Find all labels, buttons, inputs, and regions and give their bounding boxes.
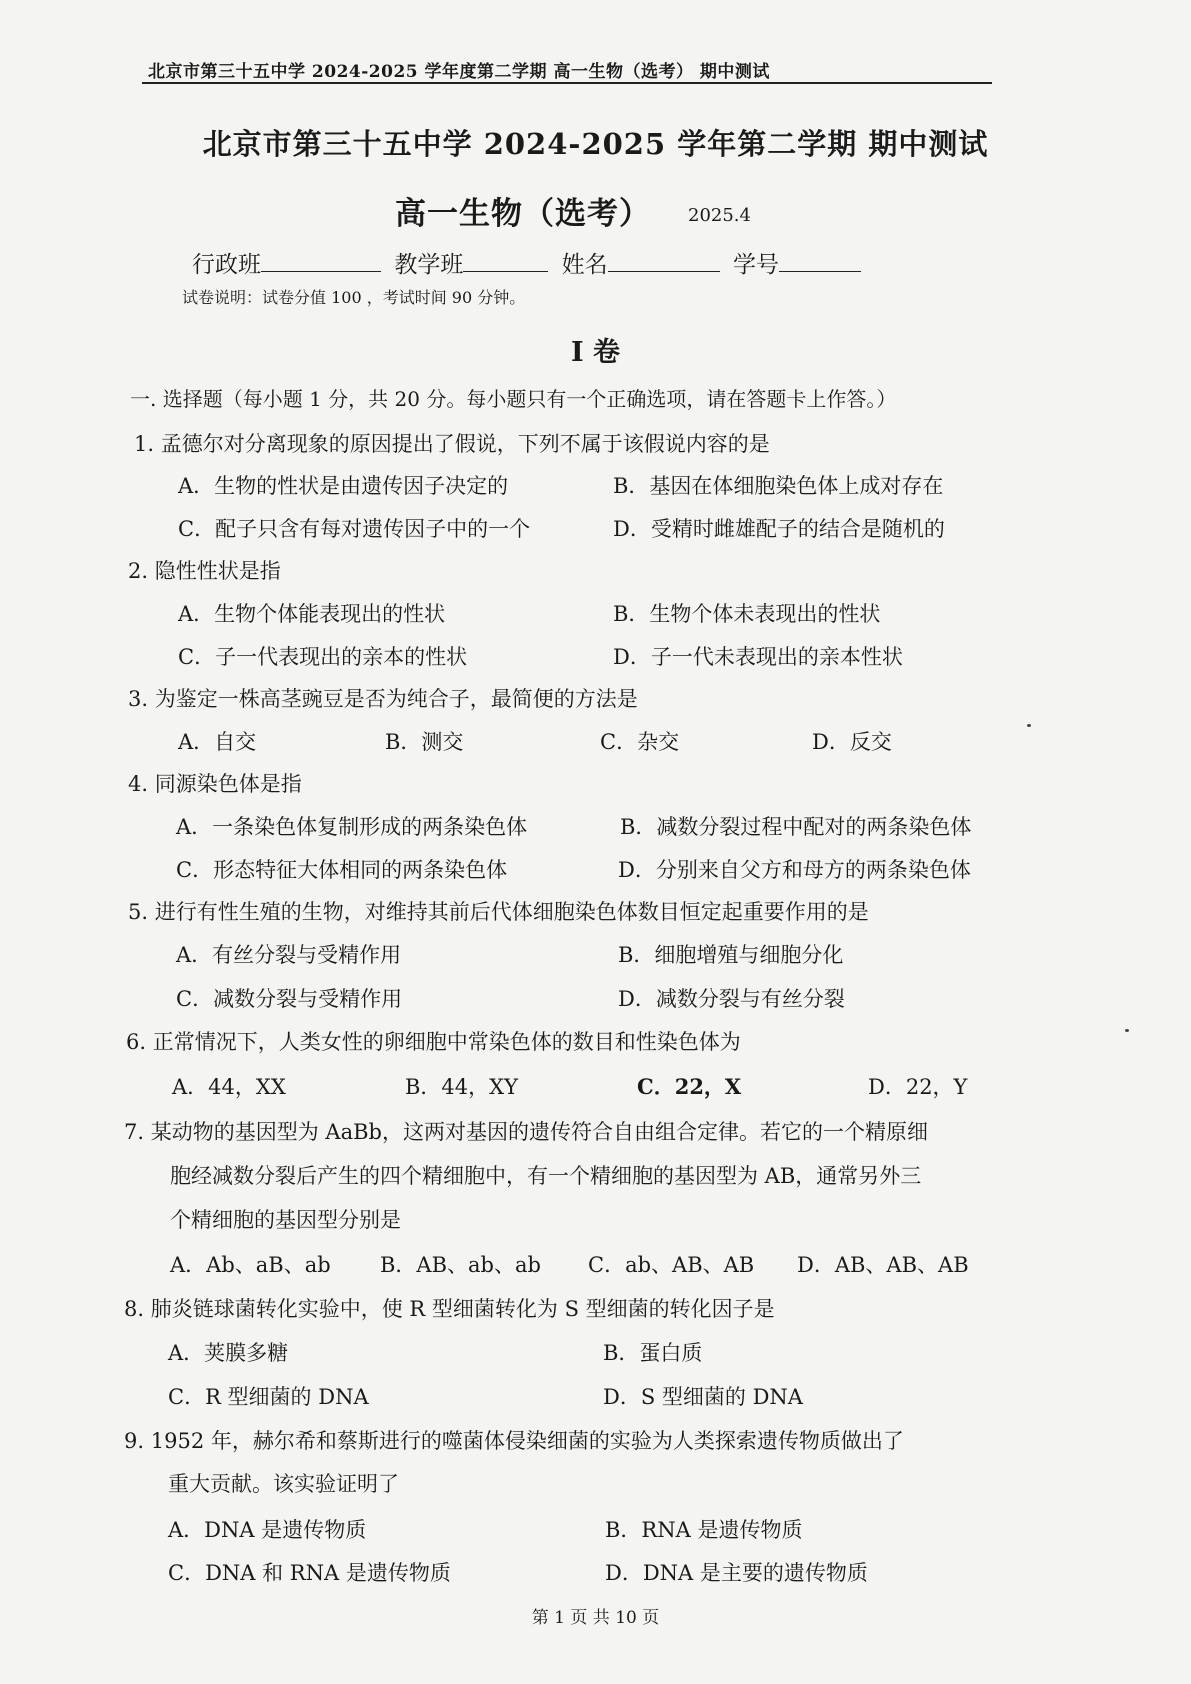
teaching-class-label: 教学班 (394, 252, 464, 278)
q2-option-d[interactable]: D．子一代未表现出的亲本性状 (613, 645, 903, 669)
q5-option-b[interactable]: B．细胞增殖与细胞分化 (618, 943, 844, 967)
q6-option-d[interactable]: D．22，Y (868, 1075, 968, 1099)
q1-option-a[interactable]: A．生物的性状是由遗传因子决定的 (178, 474, 509, 498)
question-7-line-3: 个精细胞的基因型分别是 (170, 1208, 401, 1232)
scan-speck (1027, 724, 1031, 727)
question-7-line-2: 胞经减数分裂后产生的四个精细胞中，有一个精细胞的基因型为 AB，通常另外三 (170, 1164, 922, 1188)
q9-option-b[interactable]: B．RNA 是遗传物质 (605, 1518, 803, 1542)
q8-option-d[interactable]: D．S 型细菌的 DNA (603, 1385, 803, 1409)
q5-option-c[interactable]: C．减数分裂与受精作用 (176, 987, 403, 1011)
q3-option-b[interactable]: B．测交 (385, 730, 464, 754)
q7-option-d[interactable]: D．AB、AB、AB (797, 1253, 969, 1277)
q3-option-d[interactable]: D．反交 (812, 730, 892, 754)
class-field[interactable] (261, 249, 381, 272)
question-5: 5. 进行有性生殖的生物，对维持其前后代体细胞染色体数目恒定起重要作用的是 (128, 900, 869, 924)
section-instructions: 一. 选择题（每小题 1 分，共 20 分。每小题只有一个正确选项，请在答题卡上作答。） (130, 387, 897, 411)
q4-option-c[interactable]: C．形态特征大体相同的两条染色体 (176, 858, 508, 882)
q8-option-b[interactable]: B．蛋白质 (603, 1341, 703, 1365)
question-6: 6. 正常情况下，人类女性的卵细胞中常染色体的数目和性染色体为 (126, 1030, 741, 1054)
question-4: 4. 同源染色体是指 (128, 772, 302, 796)
q2-option-c[interactable]: C．子一代表现出的亲本的性状 (178, 645, 468, 669)
q1-option-b[interactable]: B．基因在体细胞染色体上成对存在 (613, 474, 944, 498)
page-footer: 第 1 页 共 10 页 (531, 1608, 660, 1628)
student-info-row (192, 246, 867, 279)
q1-option-c[interactable]: C．配子只含有每对遗传因子中的一个 (178, 517, 531, 541)
q7-option-b[interactable]: B．AB、ab、ab (380, 1253, 541, 1277)
exam-note: 试卷说明：试卷分值 100 ，考试时间 90 分钟。 (182, 288, 526, 307)
exam-subtitle: 高一生物（选考） (395, 196, 651, 232)
id-field[interactable] (779, 249, 861, 272)
question-8: 8. 肺炎链球菌转化实验中，使 R 型细菌转化为 S 型细菌的转化因子是 (124, 1297, 775, 1321)
q9-option-a[interactable]: A．DNA 是遗传物质 (168, 1518, 367, 1542)
teaching-class-field[interactable] (463, 249, 548, 272)
q5-option-a[interactable]: A．有丝分裂与受精作用 (176, 943, 402, 967)
q3-option-a[interactable]: A．自交 (178, 730, 257, 754)
q4-option-b[interactable]: B．减数分裂过程中配对的两条染色体 (620, 815, 972, 839)
q6-option-b[interactable]: B．44，XY (405, 1075, 518, 1099)
q1-option-d[interactable]: D．受精时雌雄配子的结合是随机的 (613, 517, 945, 541)
name-label: 姓名 (561, 252, 608, 278)
q4-option-d[interactable]: D．分别来自父方和母方的两条染色体 (618, 858, 971, 882)
q2-option-b[interactable]: B．生物个体未表现出的性状 (613, 602, 881, 626)
question-3: 3. 为鉴定一株高茎豌豆是否为纯合子，最简便的方法是 (128, 687, 638, 711)
running-header: 北京市第三十五中学 2024-2025 学年度第二学期 高一生物（选考） 期中测试 (148, 62, 770, 82)
q7-option-a[interactable]: A．Ab、aB、ab (170, 1253, 331, 1277)
q3-option-c[interactable]: C．杂交 (600, 730, 680, 754)
question-7: 7. 某动物的基因型为 AaBb，这两对基因的遗传符合自由组合定律。若它的一个精原细 (124, 1120, 928, 1144)
name-field[interactable] (608, 249, 720, 272)
q8-option-a[interactable]: A．荚膜多糖 (168, 1341, 289, 1365)
q8-option-c[interactable]: C．R 型细菌的 DNA (168, 1385, 369, 1409)
id-label: 学号 (732, 252, 779, 278)
question-9-line-2: 重大贡献。该实验证明了 (168, 1472, 399, 1496)
question-2: 2. 隐性性状是指 (128, 559, 281, 583)
q6-option-c[interactable]: C．22，X (637, 1074, 742, 1099)
q2-option-a[interactable]: A．生物个体能表现出的性状 (178, 602, 446, 626)
section-title: I 卷 (570, 337, 621, 368)
q4-option-a[interactable]: A．一条染色体复制形成的两条染色体 (176, 815, 528, 839)
q6-option-a[interactable]: A．44，XX (172, 1075, 286, 1099)
q9-option-c[interactable]: C．DNA 和 RNA 是遗传物质 (168, 1561, 451, 1585)
q9-option-d[interactable]: D．DNA 是主要的遗传物质 (605, 1561, 868, 1585)
q7-option-c[interactable]: C．ab、AB、AB (588, 1253, 755, 1277)
header-rule (142, 82, 992, 84)
scan-speck (1125, 1029, 1129, 1032)
question-9: 9. 1952 年，赫尔希和蔡斯进行的噬菌体侵染细菌的实验为人类探索遗传物质做出了 (124, 1429, 904, 1453)
class-label: 行政班 (192, 252, 261, 278)
exam-title: 北京市第三十五中学 2024-2025 学年第二学期 期中测试 (202, 127, 989, 161)
question-1: 1. 孟德尔对分离现象的原因提出了假说，下列不属于该假说内容的是 (134, 432, 770, 456)
q5-option-d[interactable]: D．减数分裂与有丝分裂 (618, 987, 845, 1011)
exam-date: 2025.4 (688, 205, 751, 226)
